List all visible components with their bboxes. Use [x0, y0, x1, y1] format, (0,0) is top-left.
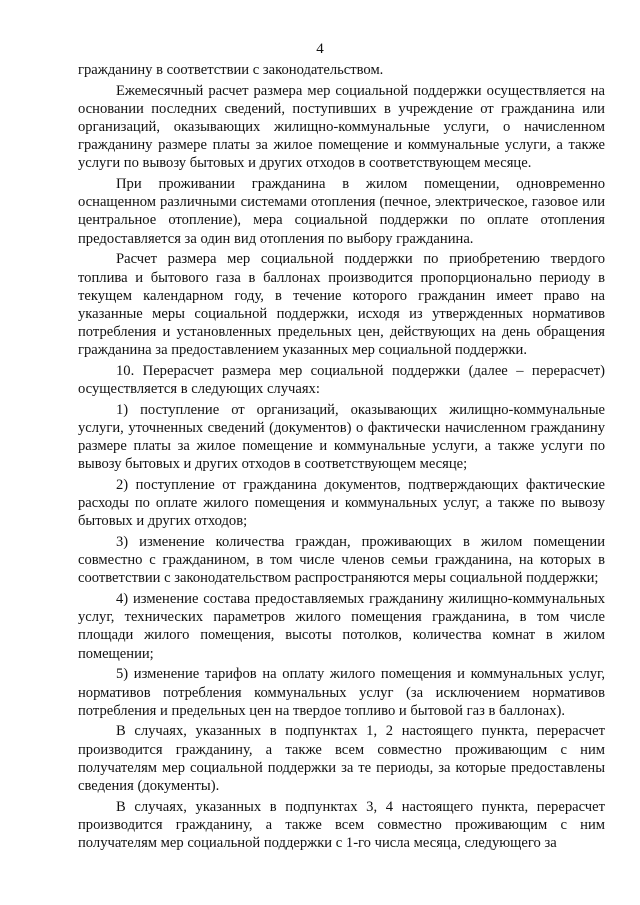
paragraph: При проживании гражданина в жилом помещении, одновременно оснащенном различными системами отопления (печное, электрическое, газовое или центральное отопление), мера социальной поддержки по оплате отопления предоставляется за один вид отопления по выбору гражданина.: [78, 176, 605, 247]
paragraph: В случаях, указанных в подпунктах 3, 4 настоящего пункта, перерасчет производится гражданину, а также всем совместно проживающим с ним получателям мер социальной поддержки с 1-го числа месяца, следующего за: [78, 798, 605, 851]
page-number: 4: [316, 41, 324, 57]
paragraph: 2) поступление от гражданина документов, подтверждающих фактические расходы по оплате жилого помещения и коммунальных услуг, а также по вывозу бытовых и других отходов;: [78, 477, 605, 530]
paragraph: 4) изменение состава предоставляемых гражданину жилищно-коммунальных услуг, технических параметров жилого помещения гражданина, в том числе площади жилого помещения, высоты потолков, количества комнат в жилом помещении;: [78, 591, 605, 662]
paragraph: гражданину в соответствии с законодательством.: [78, 62, 384, 78]
document-body: [78, 61, 605, 855]
paragraph: 3) изменение количества граждан, проживающих в жилом помещении совместно с гражданином, в том числе членов семьи гражданина, на которых в соответствии с законодательством распространяются меры социальной поддержки;: [78, 534, 605, 587]
paragraph: 1) поступление от организаций, оказывающих жилищно-коммунальные услуги, уточненных сведений (документов) о фактически начисленном гражданину размере платы за жилое помещение и коммунальные услуги, а также услуги по вывозу бытовых и других отходов в соответствующем месяце;: [78, 401, 605, 473]
paragraph: 10. Перерасчет размера мер социальной поддержки (далее – перерасчет) осуществляется в следующих случаях:: [78, 362, 605, 398]
paragraph: Расчет размера мер социальной поддержки по приобретению твердого топлива и бытового газа в баллонах производится пропорционально периоду в текущем календарном году, в течение которого гражданин имеет право на указанные меры социальной поддержки, исходя из утвержденных нормативов потребления и установленных предельных цен, действующих на день обращения гражданина за предоставлением указанных мер социальной поддержки.: [78, 251, 605, 359]
paragraph: В случаях, указанных в подпунктах 1, 2 настоящего пункта, перерасчет производится гражданину, а также всем совместно проживающим с ним получателям мер социальной поддержки за те периоды, за которые предоставлены сведения (документы).: [78, 723, 605, 794]
paragraph: Ежемесячный расчет размера мер социальной поддержки осуществляется на основании последних сведений, поступивших в учреждение от гражданина или организаций, оказывающих жилищно-коммунальные услуги, о начисленном гражданину размере платы за жилое помещение и коммунальные услуги, а также услуги по вывозу бытовых и других отходов в соответствующем месяце.: [78, 82, 605, 172]
paragraph: 5) изменение тарифов на оплату жилого помещения и коммунальных услуг, нормативов потребления коммунальных услуг (за исключением нормативов потребления и предельных цен на твердое топливо и бытовой газ в баллонах).: [78, 666, 605, 719]
